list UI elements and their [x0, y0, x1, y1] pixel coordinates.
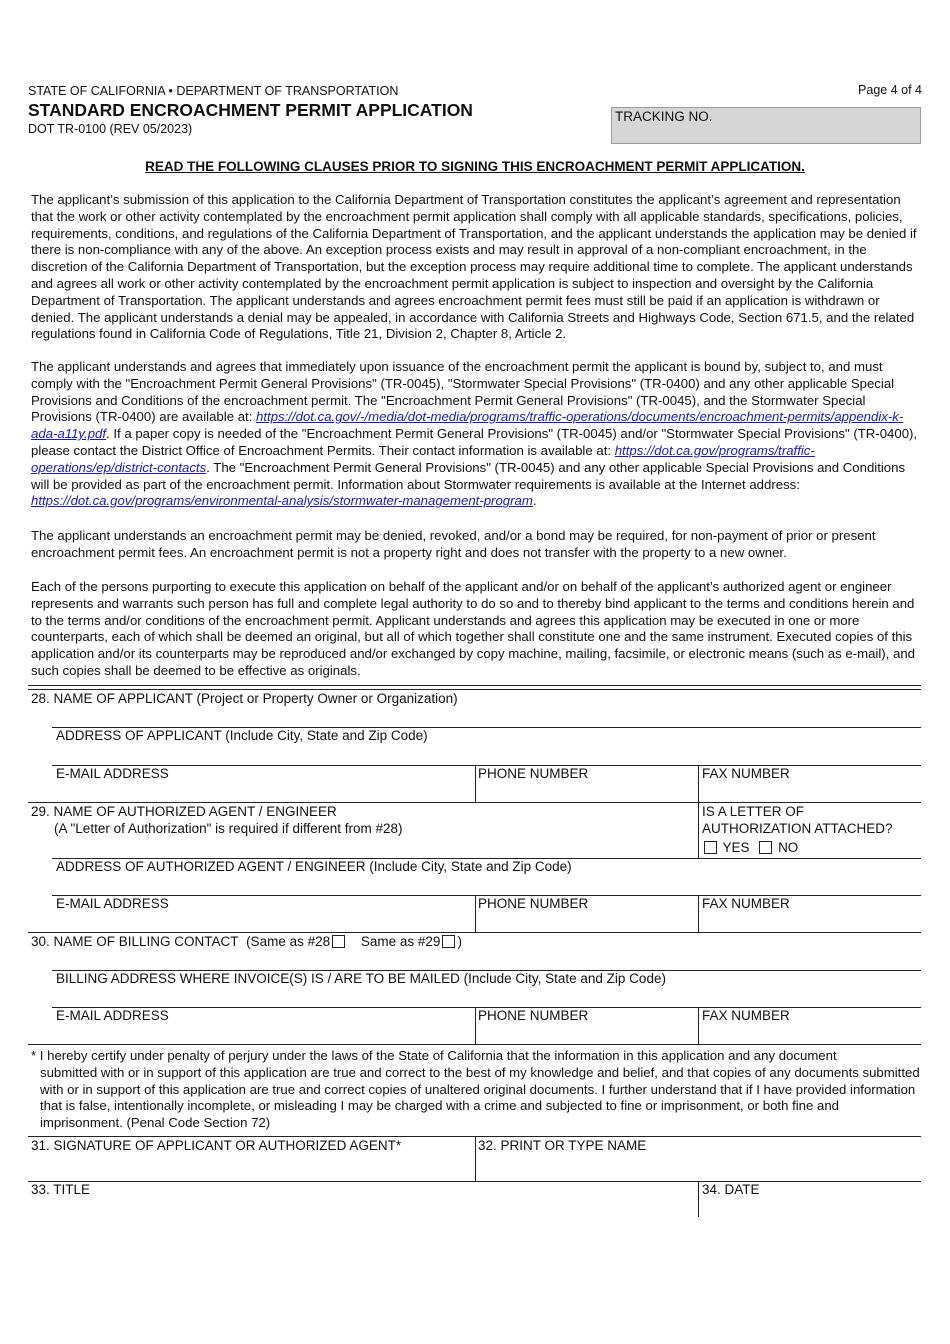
date-label: 34. DATE — [702, 1182, 760, 1197]
clause-paragraph-2 — [31, 359, 921, 510]
letter-yes-checkbox[interactable] — [704, 841, 717, 854]
applicant-fax-input[interactable] — [699, 782, 921, 801]
billing-fax-input[interactable] — [699, 1024, 921, 1043]
print-name-input[interactable] — [476, 1154, 921, 1180]
billing-email-input[interactable] — [52, 1024, 474, 1043]
agent-authorization-note: (A "Letter of Authorization" is required if different from #28) — [54, 821, 403, 836]
clause-paragraph-1: The applicant’s submission of this application to the California Department of Transportation constitutes the applicant’s agreement and representation that the work or other activity contemplated by the encroachment permit application shall comply with all applicable standards, specifications, policies, requirements, conditions, and regulations of the California Department of Transportation, and the applicant understands the application may be denied if there is non-compliance with any of the above. An exception process exists and may result in approval of a non-compliant encroachment, in the discretion of the California Department of Transportation, but the exception process may require additional time to complete. The applicant understands and agrees all work or other activity contemplated by the encroachment permit application is subject to inspection and oversight by the California Department of Transportation. The applicant understands and agrees encroachment permit fees must still be paid if an application is withdrawn or denied. The applicant understands a denial may be appealed, in accordance with California Streets and Highways Code, Section 671.5, and the related regulations found in California Code of Regulations, Title 21, Division 2, Chapter 8, Article 2. — [31, 192, 917, 342]
clause-2-part-c: . The "Encroachment Permit General Provisions" (TR-0045) and any other applicable Special Provisions and Conditions will be provided as part of the encroachment permit. Information about Stormwater requirements is available at the Internet address: — [31, 459, 906, 492]
billing-phone-input[interactable] — [476, 1024, 697, 1043]
billing-fax-label: FAX NUMBER — [702, 1008, 790, 1023]
letter-no-checkbox[interactable] — [759, 841, 772, 854]
agent-name-label: 29. NAME OF AUTHORIZED AGENT / ENGINEER — [31, 804, 337, 819]
agent-address-input[interactable] — [52, 875, 921, 894]
letter-question-line-1: IS A LETTER OF — [702, 804, 805, 819]
divider — [28, 1044, 921, 1045]
same-as-29-checkbox[interactable] — [442, 935, 455, 948]
applicant-name-label: 28. NAME OF APPLICANT (Project or Property Owner or Organization) — [31, 691, 458, 706]
agent-address-label: ADDRESS OF AUTHORIZED AGENT / ENGINEER (Include City, State and Zip Code) — [56, 859, 572, 874]
close-paren: ) — [457, 934, 462, 949]
tracking-number-field[interactable] — [611, 107, 921, 144]
certification-line-1: * I hereby certify under penalty of perjury under the laws of the State of California that the information in this application and any document — [31, 1048, 837, 1063]
billing-address-label: BILLING ADDRESS WHERE INVOICE(S) IS / ARE TO BE MAILED (Include City, State and Zip Code) — [56, 971, 666, 986]
certification-line-2: submitted with or in support of this application are true and correct to the best of my knowledge and belief, and that copies of any documents submitted with or in support of this application are true and correct copies of unaltered original documents. I further understand that if I have provided information that is false, intentionally incomplete, or misleading I may be charged with a crime and subjected to fine or imprisonment, or both fine and imprisonment. (Penal Code Section 72) — [40, 1064, 920, 1131]
column-divider — [698, 802, 699, 858]
billing-address-input[interactable] — [52, 987, 921, 1006]
applicant-name-input[interactable] — [28, 706, 921, 726]
title-input[interactable] — [28, 1198, 697, 1217]
provisions-link[interactable]: https://dot.ca.gov/-/media/dot-media/programs/traffic-operations/documents/encroachment-permits/appendix-k-ada-a11y.pdf — [31, 409, 904, 442]
applicant-email-input[interactable] — [52, 782, 474, 801]
signature-label: 31. SIGNATURE OF APPLICANT OR AUTHORIZED AGENT* — [31, 1138, 402, 1153]
agent-phone-label: PHONE NUMBER — [478, 896, 589, 911]
letter-no-label: NO — [778, 840, 799, 855]
applicant-address-input[interactable] — [52, 744, 921, 764]
letter-yes-label: YES — [722, 840, 750, 855]
applicant-fax-label: FAX NUMBER — [702, 766, 790, 781]
agent-fax-input[interactable] — [699, 912, 921, 931]
divider — [28, 685, 921, 686]
stormwater-link[interactable]: https://dot.ca.gov/programs/environmental-analysis/stormwater-management-program — [31, 493, 533, 509]
clause-2-part-b: . If a paper copy is needed of the "Encroachment Permit General Provisions" (TR-0045) and/or "Stormwater Special Provisions" (TR-0400), please contact the District Office of Encroachment Permits. Their contact information is available at: — [31, 426, 918, 458]
applicant-phone-input[interactable] — [476, 782, 697, 801]
form-title: STANDARD ENCROACHMENT PERMIT APPLICATION — [28, 100, 473, 120]
agent-name-input[interactable] — [28, 837, 697, 857]
agency-name: STATE OF CALIFORNIA • DEPARTMENT OF TRANSPORTATION — [28, 84, 399, 98]
certification-statement — [31, 1048, 921, 1132]
billing-email-label: E-MAIL ADDRESS — [56, 1008, 169, 1023]
same-as-28-checkbox[interactable] — [332, 935, 345, 948]
clause-2-part-d: . — [532, 493, 537, 509]
letter-question-line-2: AUTHORIZATION ATTACHED? — [702, 821, 893, 836]
applicant-address-label: ADDRESS OF APPLICANT (Include City, State and Zip Code) — [56, 728, 428, 743]
divider — [28, 1181, 921, 1182]
billing-phone-label: PHONE NUMBER — [478, 1008, 589, 1023]
clause-paragraph-4: Each of the persons purporting to execute this application on behalf of the applicant and/or on behalf of the applicant’s authorized agent or engineer represents and warrants such person has full and complete legal authority to do so and to thereby bind applicant to the terms and conditions herein and to the terms and/or conditions of the encroachment permit. Applicant understands and agrees this application may be executed in one or more counterparts, each of which shall be deemed an original, but all of which together shall constitute one and the same instrument. Executed copies of this application and/or its counterparts may be reproduced and/or exchanged by copy machine, mailing, facsimile, or electronic means (such as e-mail), and such copies shall be deemed to be effective as originals. — [31, 579, 916, 678]
form-number: DOT TR-0100 (REV 05/2023) — [28, 122, 193, 136]
same-as-28-label: (Same as #28 — [246, 934, 331, 949]
clause-paragraph-3: The applicant understands an encroachment permit may be denied, revoked, and/or a bond may be required, for non-payment of prior or present encroachment permit fees. An encroachment permit is not a property right and does not transfer with the property to a new owner. — [31, 528, 876, 560]
agent-email-label: E-MAIL ADDRESS — [56, 896, 169, 911]
title-label: 33. TITLE — [31, 1182, 91, 1197]
clauses-heading: READ THE FOLLOWING CLAUSES PRIOR TO SIGNING THIS ENCROACHMENT PERMIT APPLICATION. — [145, 159, 805, 174]
applicant-phone-label: PHONE NUMBER — [478, 766, 589, 781]
tracking-number-label: TRACKING NO. — [615, 109, 713, 124]
same-as-29-label: Same as #29 — [360, 934, 441, 949]
district-contacts-link[interactable]: https://dot.ca.gov/programs/traffic-operations/ep/district-contacts — [31, 442, 815, 475]
clause-2-part-a: The applicant understands and agrees that immediately upon issuance of the encroachment permit the applicant is bound by, subject to, and must comply with the "Encroachment Permit General Provisions" (TR-0045), "Stormwater Special Provisions" (TR-0400) and any other applicable Special Provisions and Conditions of the encroachment permit. The "Encroachment Permit General Provisions" (TR-0045), and the Stormwater Special Provisions (TR-0400) are available at: — [31, 359, 895, 425]
page-number: Page 4 of 4 — [858, 83, 922, 97]
agent-fax-label: FAX NUMBER — [702, 896, 790, 911]
date-input[interactable] — [699, 1198, 921, 1217]
print-name-label: 32. PRINT OR TYPE NAME — [478, 1138, 647, 1153]
billing-contact-input[interactable] — [28, 950, 921, 969]
agent-email-input[interactable] — [52, 912, 474, 931]
billing-contact-label: 30. NAME OF BILLING CONTACT — [31, 934, 239, 949]
signature-input[interactable] — [28, 1154, 474, 1180]
agent-phone-input[interactable] — [476, 912, 697, 931]
applicant-email-label: E-MAIL ADDRESS — [56, 766, 169, 781]
